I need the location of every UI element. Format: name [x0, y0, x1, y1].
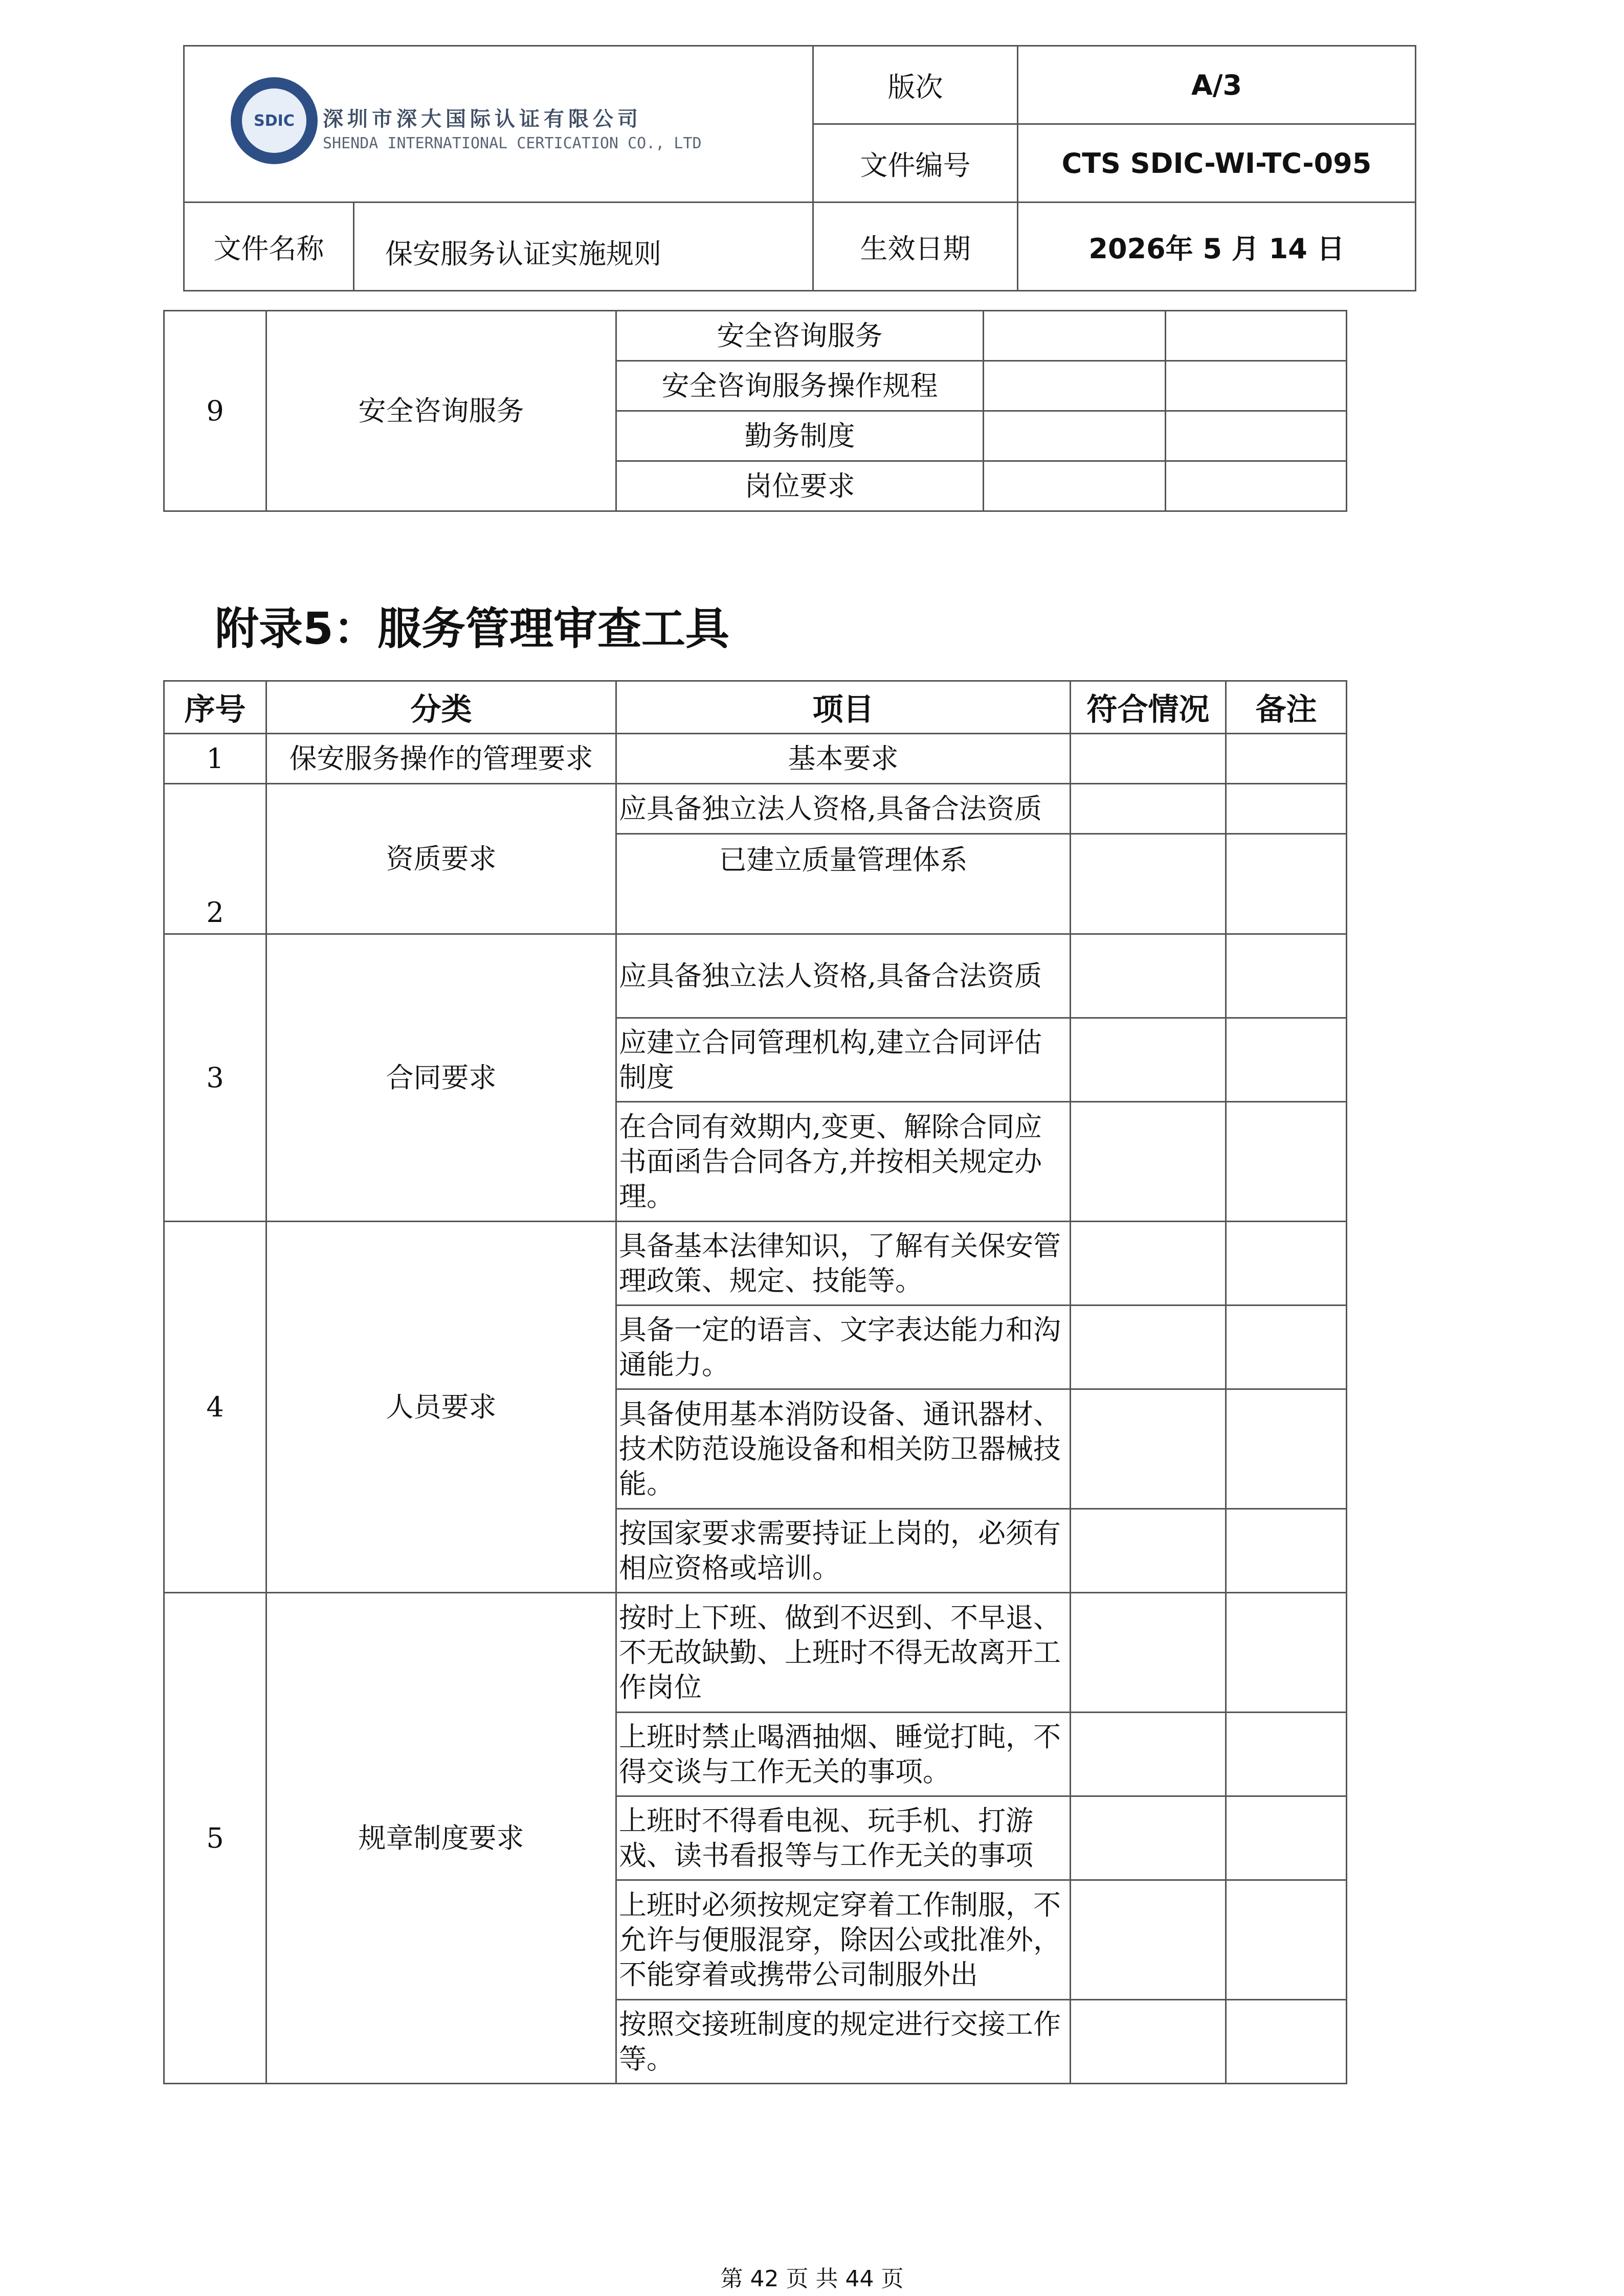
header-number: 序号 [164, 681, 266, 734]
conformity-cell [1071, 1222, 1226, 1305]
conformity-cell [1071, 1880, 1226, 2000]
remark-cell [1166, 361, 1347, 411]
page-footer: 第 42 页 共 44 页 [720, 2266, 904, 2292]
conformity-cell [984, 461, 1166, 511]
item-cell: 应建立合同管理机构,建立合同评估制度 [616, 1018, 1071, 1102]
item-cell: 安全咨询服务 [616, 311, 984, 361]
remark-cell [1226, 1713, 1347, 1796]
header-item: 项目 [616, 681, 1071, 734]
remark-cell [1226, 1305, 1347, 1389]
item-cell: 按照交接班制度的规定进行交接工作等。 [616, 2000, 1071, 2084]
category-cell: 安全咨询服务 [266, 311, 616, 511]
effective-date-label: 生效日期 [813, 202, 1018, 291]
header-category: 分类 [266, 681, 616, 734]
conformity-cell [1071, 1018, 1226, 1102]
item-cell: 具备一定的语言、文字表达能力和沟通能力。 [616, 1305, 1071, 1389]
continuation-table [163, 310, 1347, 512]
conformity-cell [1071, 1593, 1226, 1713]
category-cell: 资质要求 [266, 784, 616, 934]
conformity-cell [1071, 934, 1226, 1018]
company-name-cn: 深圳市深大国际认证有限公司 [323, 107, 642, 131]
company-name-en: SHENDA INTERNATIONAL CERTICATION CO., LTD [323, 134, 702, 152]
remark-cell [1166, 411, 1347, 461]
remark-cell [1226, 1593, 1347, 1713]
conformity-cell [1071, 1713, 1226, 1796]
item-cell: 按时上下班、做到不迟到、不早退、不无故缺勤、上班时不得无故离开工作岗位 [616, 1593, 1071, 1713]
category-cell: 合同要求 [266, 934, 616, 1222]
conformity-cell [984, 311, 1166, 361]
category-cell: 保安服务操作的管理要求 [266, 734, 616, 784]
item-cell: 安全咨询服务操作规程 [616, 361, 984, 411]
item-cell: 岗位要求 [616, 461, 984, 511]
item-cell: 上班时禁止喝酒抽烟、睡觉打盹，不得交谈与工作无关的事项。 [616, 1713, 1071, 1796]
conformity-cell [1071, 1305, 1226, 1389]
effective-date-value: 2026年 5 月 14 日 [1018, 202, 1416, 291]
conformity-cell [1071, 2000, 1226, 2084]
row-number: 2 [164, 784, 266, 934]
company-logo-block [184, 46, 813, 202]
item-cell: 具备基本法律知识，了解有关保安管理政策、规定、技能等。 [616, 1222, 1071, 1305]
remark-cell [1226, 1222, 1347, 1305]
remark-cell [1166, 461, 1347, 511]
remark-cell [1226, 1509, 1347, 1593]
remark-cell [1226, 734, 1347, 784]
conformity-cell [1071, 1389, 1226, 1509]
conformity-cell [984, 361, 1166, 411]
conformity-cell [1071, 784, 1226, 834]
remark-cell [1226, 1018, 1347, 1102]
doc-number-value: CTS SDIC-WI-TC-095 [1018, 124, 1416, 202]
row-number: 5 [164, 1593, 266, 2084]
conformity-cell [1071, 1509, 1226, 1593]
remark-cell [1166, 311, 1347, 361]
version-value: A/3 [1018, 46, 1416, 124]
appendix-title: 附录5：服务管理审查工具 [215, 603, 729, 655]
conformity-cell [984, 411, 1166, 461]
row-number: 3 [164, 934, 266, 1222]
remark-cell [1226, 834, 1347, 934]
remark-cell [1226, 1880, 1347, 2000]
category-cell: 规章制度要求 [266, 1593, 616, 2084]
doc-name-value: 保安服务认证实施规则 [354, 202, 813, 291]
item-cell: 具备使用基本消防设备、通讯器材、技术防范设施设备和相关防卫器械技能。 [616, 1389, 1071, 1509]
remark-cell [1226, 1796, 1347, 1880]
remark-cell [1226, 784, 1347, 834]
item-cell: 上班时必须按规定穿着工作制服，不允许与便服混穿，除因公或批准外，不能穿着或携带公司制服外出 [616, 1880, 1071, 2000]
remark-cell [1226, 934, 1347, 1018]
item-cell: 应具备独立法人资格,具备合法资质 [616, 784, 1071, 834]
item-cell: 应具备独立法人资格,具备合法资质 [616, 934, 1071, 1018]
conformity-cell [1071, 734, 1226, 784]
item-cell: 基本要求 [616, 734, 1071, 784]
item-cell: 已建立质量管理体系 [616, 834, 1071, 934]
remark-cell [1226, 1102, 1347, 1222]
header-conformity: 符合情况 [1071, 681, 1226, 734]
row-number: 1 [164, 734, 266, 784]
item-cell: 按国家要求需要持证上岗的，必须有相应资格或培训。 [616, 1509, 1071, 1593]
remark-cell [1226, 1389, 1347, 1509]
row-number: 4 [164, 1222, 266, 1593]
category-cell: 人员要求 [266, 1222, 616, 1593]
conformity-cell [1071, 1796, 1226, 1880]
doc-name-label: 文件名称 [184, 202, 354, 291]
remark-cell [1226, 2000, 1347, 2084]
company-seal-icon: SDIC [231, 77, 318, 164]
review-table [163, 680, 1347, 2084]
row-number: 9 [164, 311, 266, 511]
conformity-cell [1071, 1102, 1226, 1222]
document-header [183, 45, 1416, 291]
version-label: 版次 [813, 46, 1018, 124]
item-cell: 在合同有效期内,变更、解除合同应书面函告合同各方,并按相关规定办理。 [616, 1102, 1071, 1222]
header-remark: 备注 [1226, 681, 1347, 734]
item-cell: 上班时不得看电视、玩手机、打游戏、读书看报等与工作无关的事项 [616, 1796, 1071, 1880]
item-cell: 勤务制度 [616, 411, 984, 461]
conformity-cell [1071, 834, 1226, 934]
doc-number-label: 文件编号 [813, 124, 1018, 202]
